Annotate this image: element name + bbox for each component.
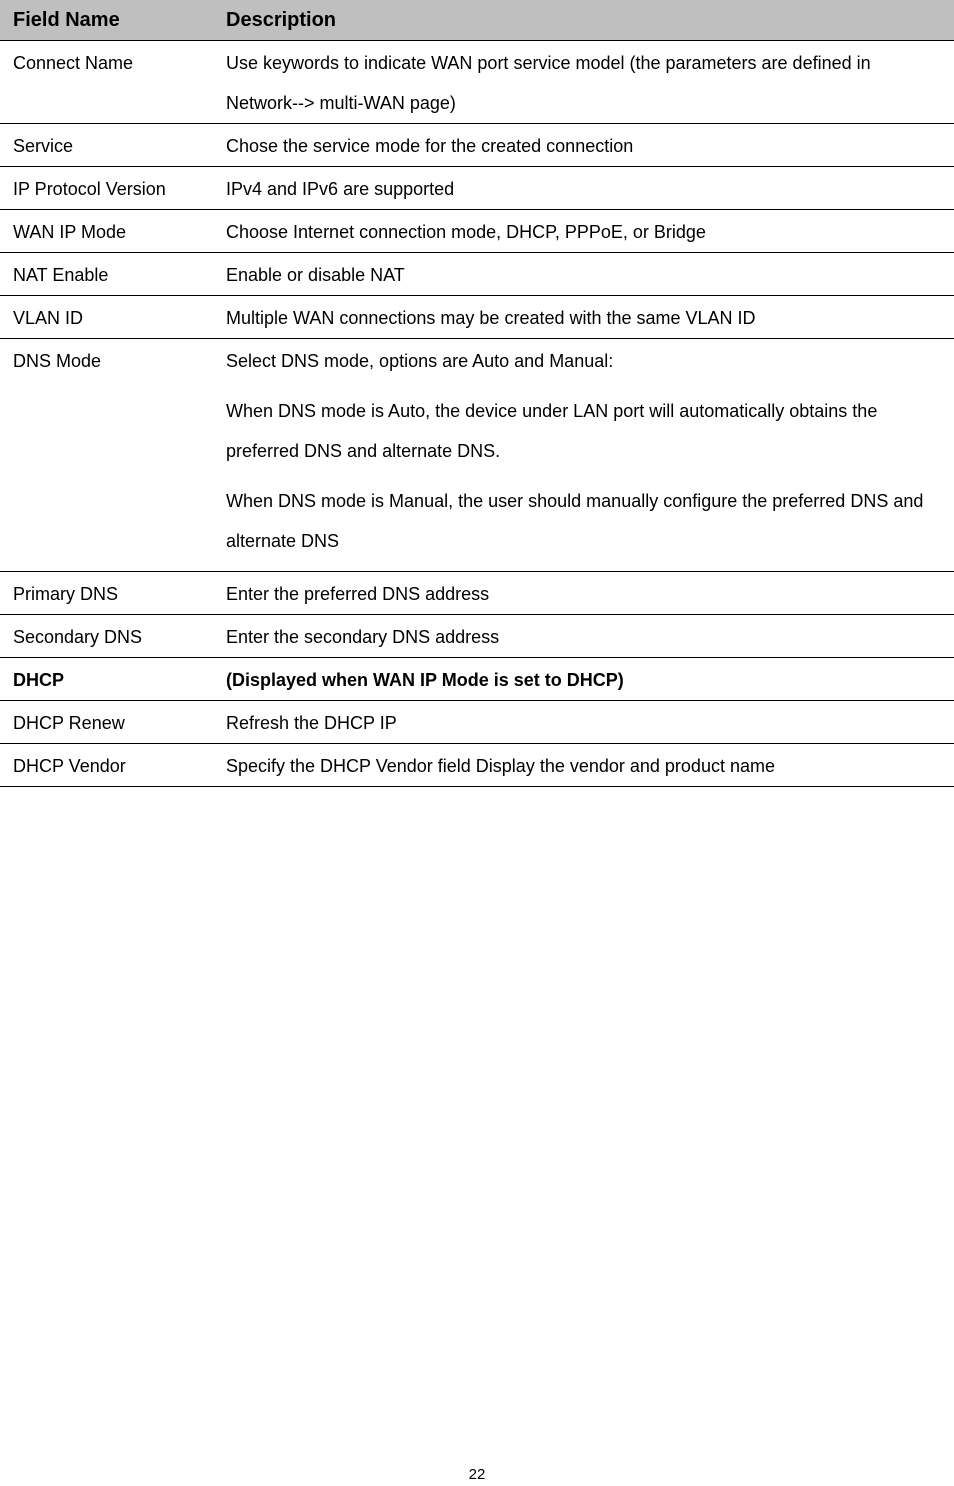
field-name-cell: Primary DNS — [0, 572, 226, 615]
field-name-cell: Secondary DNS — [0, 615, 226, 658]
table-row — [0, 658, 954, 701]
table-row — [0, 615, 954, 658]
field-name-cell: VLAN ID — [0, 296, 226, 339]
table-row — [0, 124, 954, 167]
table-header-row — [0, 0, 954, 41]
description-cell: Specify the DHCP Vendor field Display the vendor and product name — [226, 744, 954, 787]
table-row — [0, 167, 954, 210]
field-name-cell: DHCP — [0, 658, 226, 701]
description-cell: Multiple WAN connections may be created with the same VLAN ID — [226, 296, 954, 339]
table-row — [0, 572, 954, 615]
description-paragraph: When DNS mode is Auto, the device under LAN port will automatically obtains the preferred DNS and alternate DNS. — [226, 401, 878, 461]
table-row — [0, 701, 954, 744]
table-row — [0, 210, 954, 253]
field-name-cell: WAN IP Mode — [0, 210, 226, 253]
column-header-field-name: Field Name — [0, 0, 226, 41]
field-name-cell: NAT Enable — [0, 253, 226, 296]
description-cell: Use keywords to indicate WAN port service model (the parameters are defined in Network--> multi-WAN page) — [226, 41, 954, 124]
description-cell: Enable or disable NAT — [226, 253, 954, 296]
field-name-cell: DNS Mode — [0, 339, 226, 572]
description-paragraph: Select DNS mode, options are Auto and Manual: — [226, 351, 614, 371]
table-row — [0, 339, 954, 572]
field-name-cell: DHCP Vendor — [0, 744, 226, 787]
field-name-cell: IP Protocol Version — [0, 167, 226, 210]
field-name-cell: Connect Name — [0, 41, 226, 124]
table-row — [0, 253, 954, 296]
table-body — [0, 41, 954, 787]
column-header-description: Description — [226, 0, 954, 41]
field-name-cell: DHCP Renew — [0, 701, 226, 744]
description-cell: Enter the secondary DNS address — [226, 615, 954, 658]
description-cell: Choose Internet connection mode, DHCP, PPPoE, or Bridge — [226, 210, 954, 253]
description-cell: Refresh the DHCP IP — [226, 701, 954, 744]
page-number: 22 — [468, 1466, 486, 1483]
description-cell — [226, 339, 954, 572]
description-cell: Enter the preferred DNS address — [226, 572, 954, 615]
table-row — [0, 41, 954, 124]
table-row — [0, 296, 954, 339]
table-row — [0, 744, 954, 787]
description-paragraph: When DNS mode is Manual, the user should manually configure the preferred DNS and alternate DNS — [226, 491, 924, 551]
field-name-cell: Service — [0, 124, 226, 167]
description-cell: IPv4 and IPv6 are supported — [226, 167, 954, 210]
description-cell: (Displayed when WAN IP Mode is set to DHCP) — [226, 658, 954, 701]
description-cell: Chose the service mode for the created connection — [226, 124, 954, 167]
